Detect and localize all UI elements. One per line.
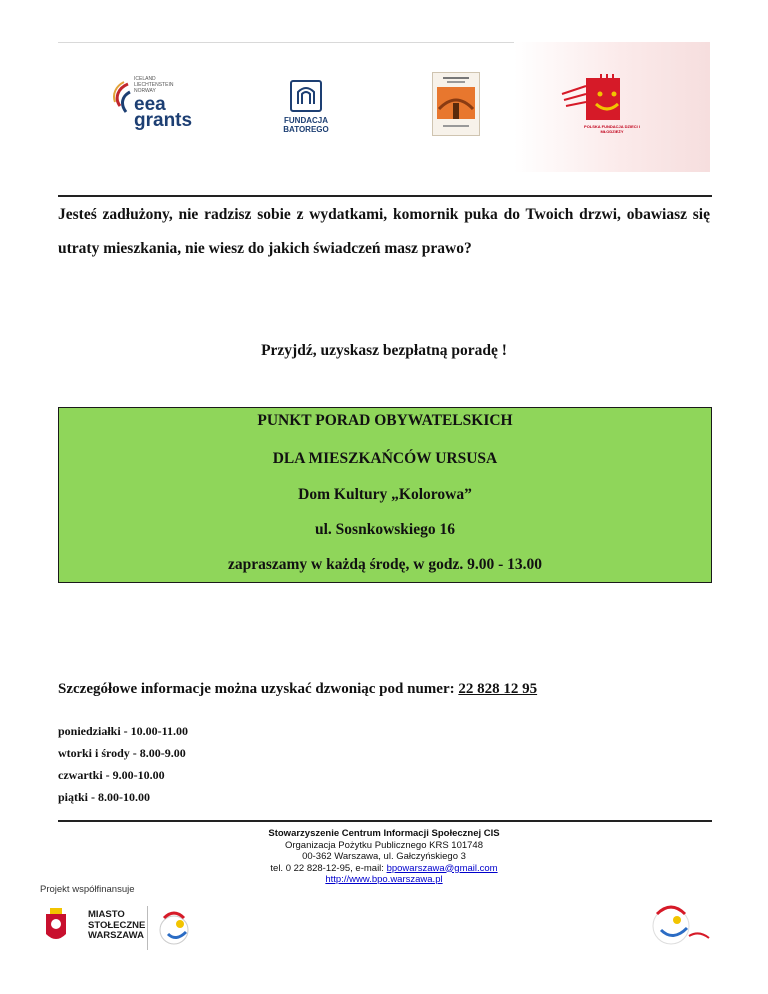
batory-mark-icon bbox=[290, 80, 322, 112]
warsaw-logo bbox=[44, 906, 194, 952]
intro-paragraph: Jesteś zadłużony, nie radzisz sobie z wydatkami, komornik puka do Twoich drzwi, obawiasz się utraty mieszkania, nie wiesz do jakich świadczeń masz prawo? bbox=[58, 206, 710, 257]
hours-item: piątki - 8.00-10.00 bbox=[58, 790, 151, 804]
phone-info-label: Szczegółowe informacje można uzyskać dzwoniąc pod numer: bbox=[58, 681, 459, 697]
bottom-rule bbox=[58, 820, 712, 822]
hours-item: poniedziałki - 10.00-11.00 bbox=[58, 724, 189, 738]
grants-word: grants bbox=[134, 110, 193, 131]
footer-address: 00-362 Warszawa, ul. Gałczyńskiego 3 bbox=[302, 851, 466, 862]
footer-org: Stowarzyszenie Centrum Informacji Społecznej CIS bbox=[268, 828, 500, 839]
phone-number[interactable]: 22 828 12 95 bbox=[458, 681, 538, 697]
book-cover-logo bbox=[432, 72, 480, 136]
batory-text: FUNDACJA BATOREGO bbox=[283, 116, 329, 134]
warsaw-crest-icon bbox=[44, 906, 68, 946]
email-link[interactable]: bpowarszawa@gmail.com bbox=[386, 862, 498, 874]
eea-word: eea bbox=[134, 94, 166, 115]
eea-countries: ICELAND LIECHTENSTEIN NORWAY bbox=[134, 76, 174, 94]
ppdm-caption: POLSKA FUNDACJA DZIECI I MŁODZIEŻY bbox=[584, 124, 640, 134]
footer-krs: Organizacja Pożytku Publicznego KRS 101748 bbox=[284, 839, 484, 851]
box-schedule: zapraszamy w każdą środę, w godz. 9.00 - 13.00 bbox=[227, 556, 542, 573]
hours-item: wtorki i środy - 8.00-9.00 bbox=[58, 746, 186, 760]
warsaw-name: MIASTO STOŁECZNE WARSZAWA bbox=[88, 909, 146, 941]
top-divider bbox=[58, 42, 514, 43]
cofinance-label: Projekt współfinansuje bbox=[40, 884, 135, 895]
hours-list bbox=[58, 720, 188, 808]
footer-website bbox=[200, 874, 568, 886]
box-title: PUNKT PORAD OBYWATELSKICH bbox=[257, 412, 513, 429]
logo-separator bbox=[147, 906, 148, 950]
eea-grants-logo bbox=[112, 74, 222, 134]
hours-item: czwartki - 9.00-10.00 bbox=[58, 768, 165, 782]
ppdm-logo bbox=[582, 74, 640, 138]
phone-info bbox=[58, 681, 537, 698]
batory-logo bbox=[276, 80, 336, 140]
emblem-icon bbox=[645, 900, 715, 950]
call-to-action: Przyjdź, uzyskasz bezpłatną poradę ! bbox=[261, 342, 507, 359]
footer-contact bbox=[200, 828, 568, 886]
box-subtitle: DLA MIESZKAŃCÓW URSUSA bbox=[272, 450, 498, 467]
info-box bbox=[58, 407, 712, 583]
warsaw-emblem-icon bbox=[154, 908, 196, 948]
website-link[interactable]: http://www.bpo.warszawa.pl bbox=[325, 874, 443, 885]
eea-swirl-icon bbox=[112, 80, 134, 120]
right-emblem bbox=[645, 900, 715, 950]
ppdm-flag-icon bbox=[560, 74, 620, 124]
box-address: ul. Sosnkowskiego 16 bbox=[315, 521, 455, 538]
box-venue: Dom Kultury „Kolorowa” bbox=[298, 486, 472, 503]
top-rule bbox=[58, 195, 712, 197]
footer-phone-email: tel. 0 22 828-12-95, e-mail: bpowarszawa@gmail.com bbox=[270, 862, 498, 874]
